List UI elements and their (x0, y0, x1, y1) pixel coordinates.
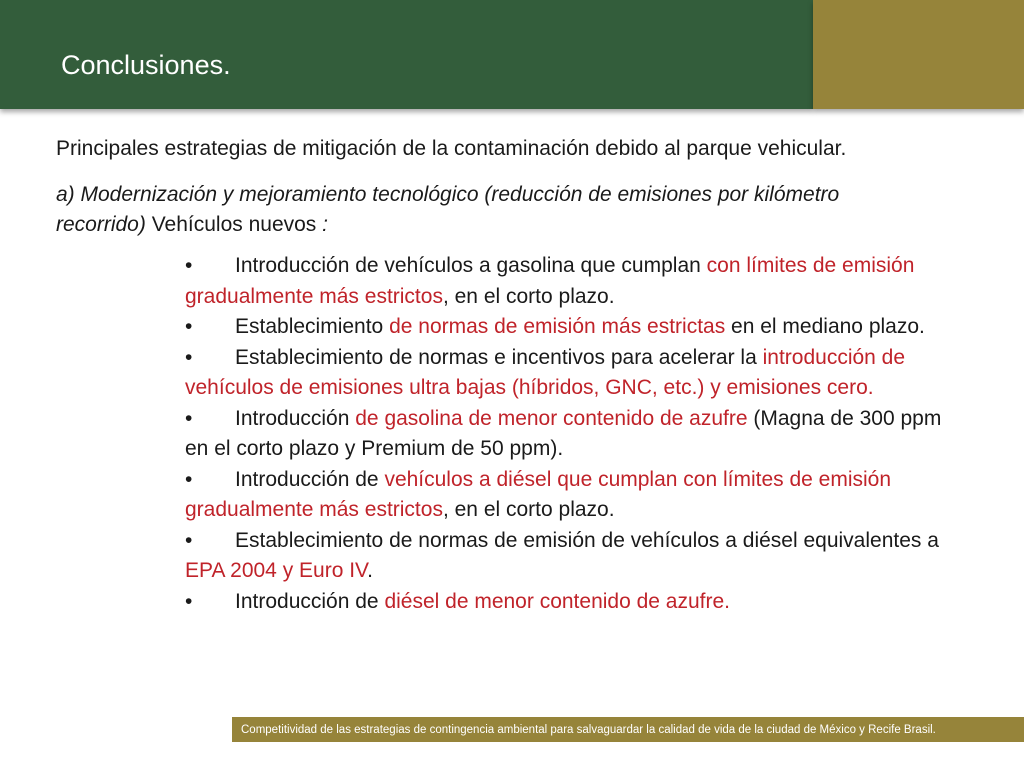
list-item (185, 587, 955, 618)
subheading-normal: Vehículos nuevos (145, 213, 323, 236)
list-item (185, 526, 955, 587)
list-item-text: Establecimiento de normas e incentivos para acelerar la (235, 345, 763, 369)
list-item-highlight: de normas de emisión más estrictas (389, 315, 726, 338)
intro-text: Principales estrategias de mitigación de la contaminación debido al parque vehicular. (56, 137, 847, 160)
list-item-text: Introducción de (235, 589, 385, 613)
list-item-highlight: vehículos a diésel que cumplan con límites de emisión gradualmente más estrictos (185, 467, 892, 521)
bullet-icon: • (185, 315, 193, 338)
list-item-text-end: , en el corto plazo. (442, 284, 615, 308)
list-item-text: Establecimiento de normas de emisión de vehículos a diésel equivalentes a (235, 528, 939, 552)
subheading-colon: : (322, 213, 328, 236)
list-item (185, 404, 955, 465)
bullet-icon: • (185, 254, 193, 277)
subheading (56, 180, 856, 240)
list-item-text-end: (Magna de 300 ppm en el corto plazo y Premium de 50 ppm). (185, 406, 942, 460)
bullet-icon: • (185, 406, 193, 430)
list-item-text-end: , en el corto plazo. (442, 498, 615, 521)
footer-caption: Competitividad de las estrategias de contingencia ambiental para salvaguardar la calidad de vida de la ciudad de México y Recife Brasil. (241, 724, 936, 736)
list-item-text: Establecimiento (235, 315, 390, 338)
list-item-text-end: en el mediano plazo. (725, 315, 925, 338)
list-item (185, 312, 955, 343)
list-item-highlight: introducción de vehículos de emisiones ultra bajas (híbridos, GNC, etc.) y emisiones cero. (185, 345, 906, 399)
bullet-icon: • (185, 345, 193, 369)
list-item-highlight: con límites de emisión gradualmente más estrictos (185, 254, 915, 308)
list-item (185, 343, 955, 404)
slide-content (56, 134, 956, 617)
list-item-text: Introducción de (235, 467, 385, 491)
bullet-icon: • (185, 528, 193, 552)
header-accent-block (813, 0, 1024, 109)
list-item-text-end: . (367, 559, 373, 582)
subheading-italic: a) Modernización y mejoramiento tecnológico (reducción de emisiones por kilómetro recorrido) (56, 183, 840, 236)
bullet-icon: • (185, 589, 193, 613)
list-item (185, 251, 955, 312)
slide-title: Conclusiones. (61, 50, 231, 80)
strategy-list (185, 251, 955, 617)
bullet-icon: • (185, 467, 193, 491)
list-item-highlight: de gasolina de menor contenido de azufre (355, 406, 748, 430)
list-item-text: Introducción de vehículos a gasolina que cumplan (235, 254, 707, 277)
list-item-text: Introducción (235, 406, 356, 430)
list-item-highlight: EPA 2004 y Euro IV (185, 559, 368, 582)
list-item (185, 465, 955, 526)
list-item-highlight: diésel de menor contenido de azufre. (384, 589, 730, 613)
